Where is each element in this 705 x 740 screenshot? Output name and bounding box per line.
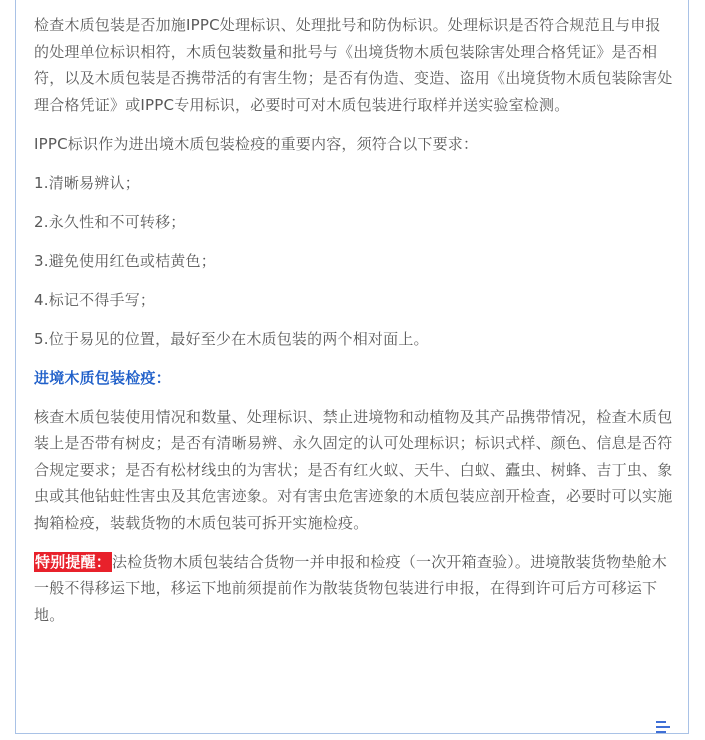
- paragraph-import-inspection: 核查木质包装使用情况和数量、处理标识、禁止进境物和动植物及其产品携带情况，检查木质包装上是否带有树皮；是否有清晰易辨、永久固定的认可处理标识；标识式样、颜色、信息是否符合规定要求；是否有松材线虫的为害状；是否有红火蚁、天牛、白蚁、蠹虫、树蜂、吉丁虫、象虫或其他钻蛀性害虫及其危害迹象。对有害虫危害迹象的木质包装应剖开检查，必要时可以实施掏箱检疫，装载货物的木质包装可拆开实施检疫。: [34, 407, 673, 532]
- list-item: 2.永久性和不可转移；: [34, 212, 186, 231]
- list-item: 1.清晰易辨认；: [34, 173, 140, 192]
- reminder-tag: 特别提醒：: [35, 552, 112, 571]
- menu-line: [656, 721, 666, 723]
- menu-line: [656, 726, 670, 728]
- list-item: 3.避免使用红色或桔黄色；: [34, 251, 216, 270]
- list-item: 5.位于易见的位置，最好至少在木质包装的两个相对面上。: [34, 329, 429, 348]
- menu-lines-icon[interactable]: [656, 721, 670, 733]
- section-heading: 进境木质包装检疫：: [34, 368, 171, 387]
- paragraph-inspection: 检查木质包装是否加施IPPC处理标识、处理批号和防伪标识。处理标识是否符合规范且与申报的处理单位标识相符，木质包装数量和批号与《出境货物木质包装除害处理合格凭证》是否相符，以及木质包装是否携带活的有害生物；是否有伪造、变造、盗用《出境货物木质包装除害处理合格凭证》或IPPC专用标识，必要时可对木质包装进行取样并送实验室检测。: [34, 16, 673, 114]
- menu-line: [656, 731, 666, 733]
- list-item: 4.标记不得手写；: [34, 290, 156, 309]
- paragraph-ippc-requirements: IPPC标识作为进出境木质包装检疫的重要内容，须符合以下要求：: [34, 134, 479, 153]
- article-body: [34, 12, 674, 641]
- reminder-text: 法检货物木质包装结合货物一并申报和检疫（一次开箱查验）。进境散装货物垫舱木一般不得移运下地，移运下地前须提前作为散装货物包装进行申报，在得到许可后方可移运下地。: [34, 552, 667, 624]
- paragraph-special-reminder: [34, 549, 674, 629]
